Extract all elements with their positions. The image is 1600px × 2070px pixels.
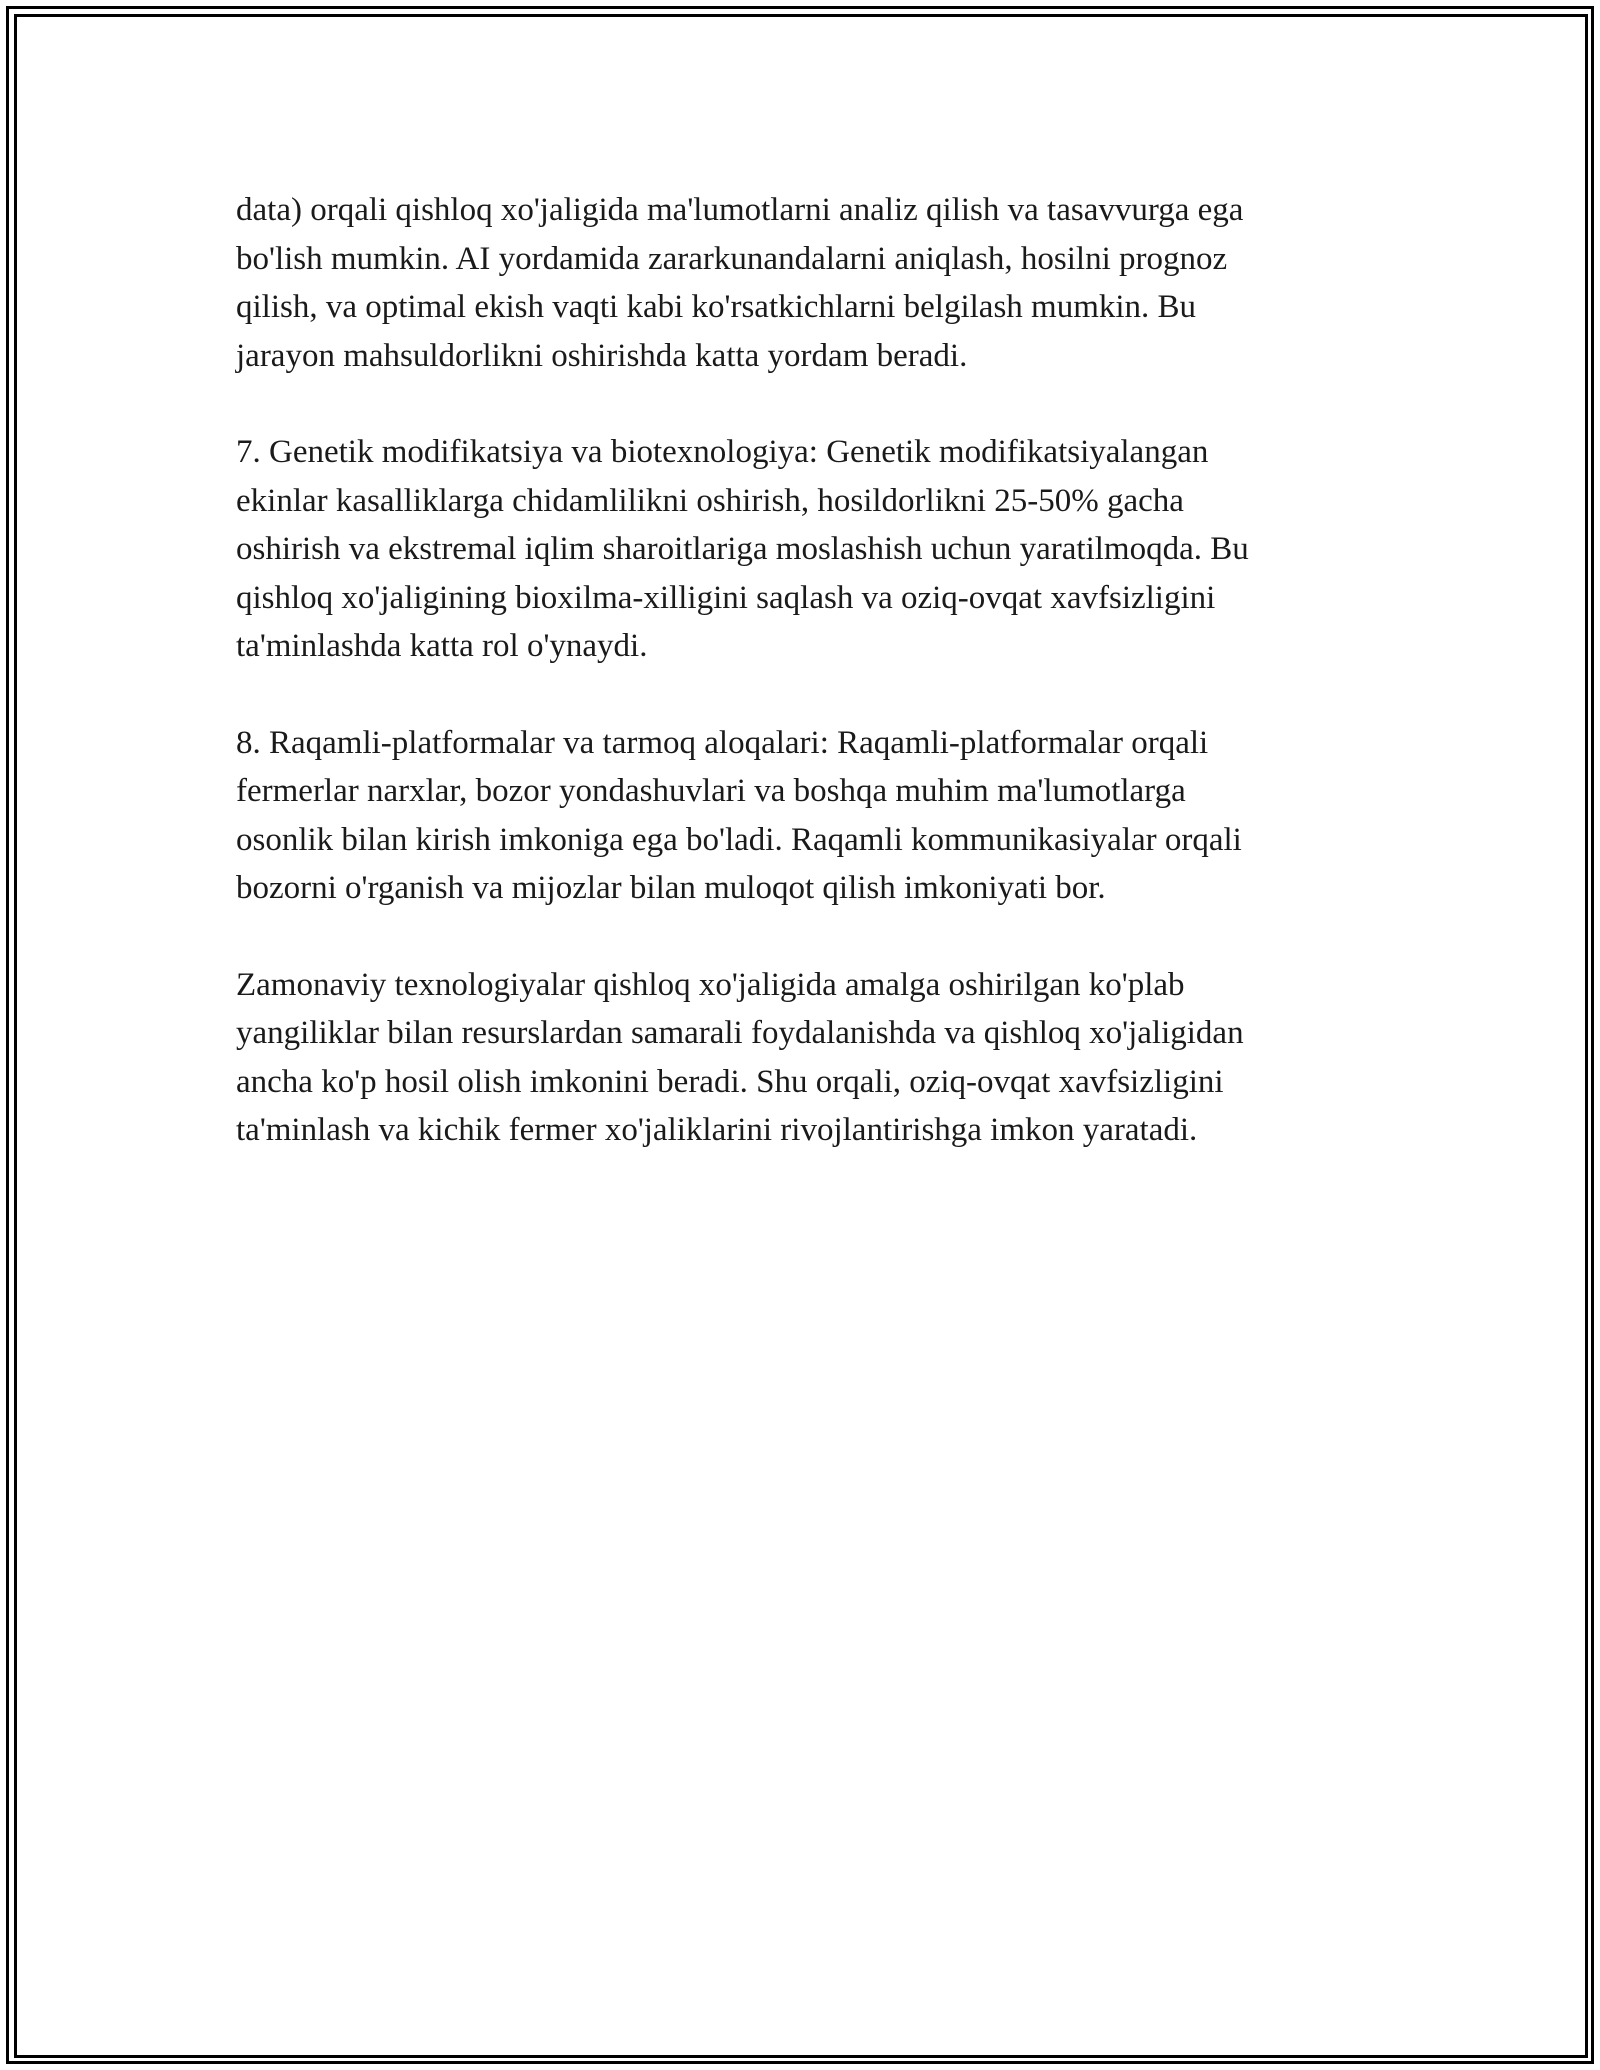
text-line: Zamonaviy texnologiyalar qishloq xo'jaligida amalga oshirilgan ko'plab (236, 966, 1185, 1003)
text-line: ekinlar kasalliklarga chidamlilikni oshirish, hosildorlikni 25-50% gacha (236, 482, 1184, 519)
text-line: ta'minlash va kichik fermer xo'jaliklarini rivojlantirishga imkon yaratadi. (236, 1112, 1198, 1148)
paragraph-ai-data-analysis (236, 186, 1416, 380)
text-line: osonlik bilan kirish imkoniga ega bo'ladi. Raqamli kommunikasiyalar orqali (236, 821, 1242, 858)
text-line: qilish, va optimal ekish vaqti kabi ko'rsatkichlarni belgilash mumkin. Bu (236, 289, 1197, 325)
document-body (236, 186, 1416, 1203)
paragraph-conclusion (236, 961, 1416, 1155)
text-line: fermerlar narxlar, bozor yondashuvlari va boshqa muhim ma'lumotlarga (236, 773, 1186, 809)
paragraph-genetic-modification (236, 428, 1416, 671)
text-line: jarayon mahsuldorlikni oshirishda katta yordam beradi. (236, 337, 968, 374)
paragraph-digital-platforms (236, 719, 1416, 913)
text-line: bo'lish mumkin. AI yordamida zararkunandalarni aniqlash, hosilni prognoz (236, 240, 1228, 277)
text-line: ancha ko'p hosil olish imkonini beradi. Shu orqali, oziq-ovqat xavfsizligini (236, 1063, 1224, 1100)
text-line: qishloq xo'jaligining bioxilma-xilligini saqlash va oziq-ovqat xavfsizligini (236, 579, 1216, 616)
text-line: oshirish va ekstremal iqlim sharoitlariga moslashish uchun yaratilmoqda. Bu (236, 531, 1249, 567)
text-line: data) orqali qishloq xo'jaligida ma'lumotlarni analiz qilish va tasavvurga ega (236, 192, 1244, 228)
text-line: ta'minlashda katta rol o'ynaydi. (236, 628, 648, 664)
text-line: 7. Genetik modifikatsiya va biotexnologiya: Genetik modifikatsiyalangan (236, 434, 1209, 470)
text-line: yangiliklar bilan resurslardan samarali foydalanishda va qishloq xo'jaligidan (236, 1015, 1244, 1051)
text-line: 8. Raqamli-platformalar va tarmoq aloqalari: Raqamli-platformalar orqali (236, 724, 1209, 761)
text-line: bozorni o'rganish va mijozlar bilan muloqot qilish imkoniyati bor. (236, 870, 1106, 906)
